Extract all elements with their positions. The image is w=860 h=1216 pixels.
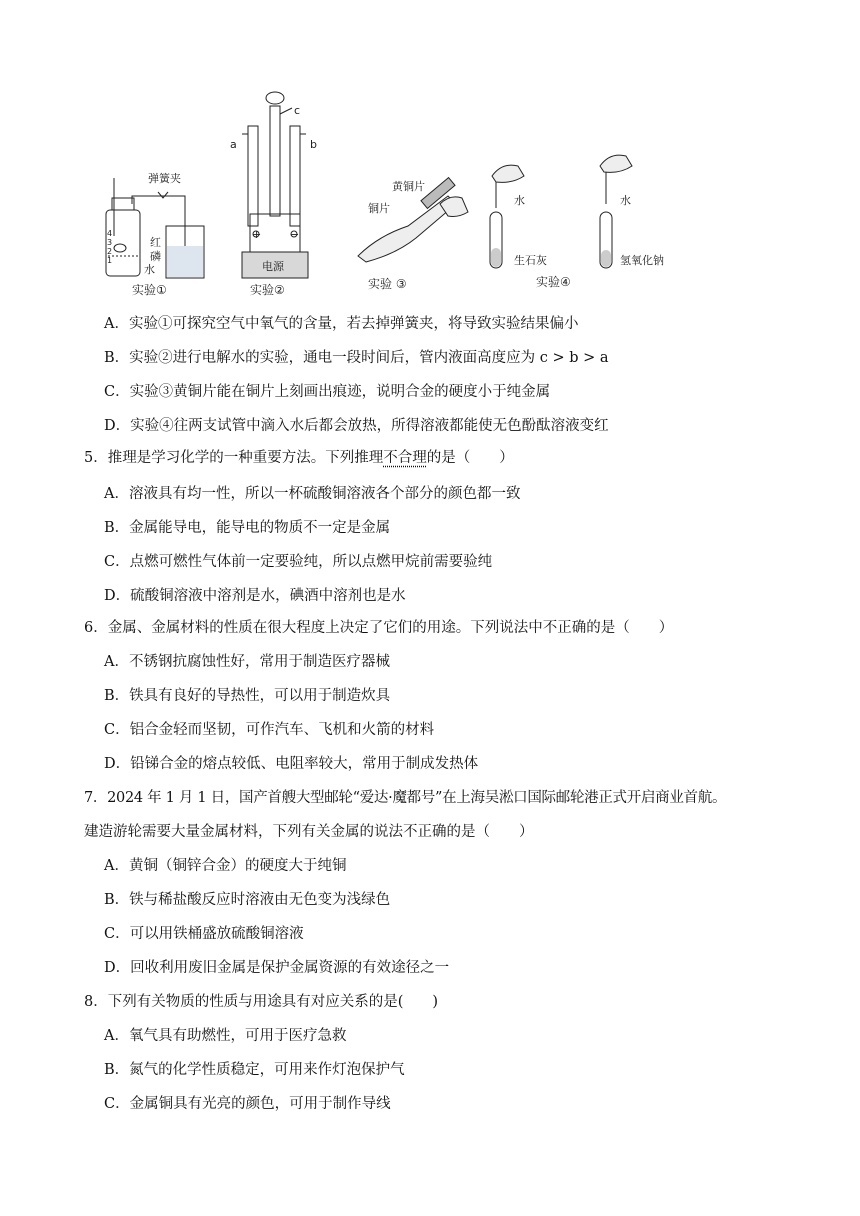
q6-option-c: C．铝合金轻而坚韧，可作汽车、飞机和火箭的材料	[104, 722, 435, 738]
label-water-4a: 水	[514, 194, 525, 207]
label-water-1: 水	[144, 263, 155, 276]
q7-option-b: B．铁与稀盐酸反应时溶液由无色变为浅绿色	[104, 892, 391, 908]
q5-option-d: D．硫酸铜溶液中溶剂是水，碘酒中溶剂也是水	[104, 588, 406, 604]
label-quicklime: 生石灰	[514, 254, 547, 267]
label-plus: +	[252, 228, 262, 241]
scale-4: 4	[107, 229, 113, 238]
q7-option-c: C．可以用铁桶盛放硫酸铜溶液	[104, 926, 304, 942]
label-power-supply: 电源	[262, 260, 284, 273]
q6-option-b: B．铁具有良好的导热性，可以用于制造炊具	[104, 688, 391, 704]
q6-option-a: A．不锈钢抗腐蚀性好，常用于制造医疗器械	[104, 654, 390, 670]
q5-stem-before: 5．推理是学习化学的一种重要方法。下列推理	[84, 450, 384, 466]
label-a: a	[230, 138, 237, 151]
caption-experiment-4: 实验④	[536, 275, 571, 289]
experiment-2-apparatus	[242, 92, 308, 278]
label-b: b	[310, 138, 317, 151]
label-minus: −	[290, 228, 300, 241]
label-phosphorus: 磷	[150, 250, 161, 263]
q4-option-d: D．实验④往两支试管中滴入水后都会放热，所得溶液都能使无色酚酞溶液变红	[104, 418, 609, 434]
q4-option-a: A．实验①可探究空气中氧气的含量，若去掉弹簧夹，将导致实验结果偏小	[104, 316, 579, 332]
label-c: c	[294, 104, 301, 117]
q5-option-b: B．金属能导电，能导电的物质不一定是金属	[104, 520, 391, 536]
label-brass-sheet: 黄铜片	[392, 180, 425, 193]
q7-option-d: D．回收利用废旧金属是保护金属资源的有效途径之一	[104, 960, 450, 976]
q5-option-a: A．溶液具有均一性，所以一杯硫酸铜溶液各个部分的颜色都一致	[104, 486, 521, 502]
label-spring-clip: 弹簧夹	[148, 172, 181, 185]
q7-option-a: A．黄铜（铜锌合金）的硬度大于纯铜	[104, 858, 347, 874]
caption-experiment-1: 实验①	[132, 283, 167, 297]
label-copper-sheet: 铜片	[368, 202, 390, 215]
scale-1: 1	[107, 256, 113, 265]
q8-option-a: A．氧气具有助燃性，可用于医疗急救	[104, 1028, 347, 1044]
scale-3: 3	[107, 238, 113, 247]
experiment-4-apparatus	[490, 155, 632, 268]
caption-experiment-2: 实验②	[250, 283, 285, 297]
experiment-1-apparatus	[106, 178, 204, 278]
q5-option-c: C．点燃可燃性气体前一定要验纯，所以点燃甲烷前需要验纯	[104, 554, 493, 570]
q7-stem-line-1: 7．2024 年 1 月 1 日，国产首艘大型邮轮“爱达·魔都号”在上海吴淞口国际邮轮港正式开启商业首航。	[84, 790, 727, 806]
q8-option-b: B．氮气的化学性质稳定，可用来作灯泡保护气	[104, 1062, 405, 1078]
q8-stem: 8．下列有关物质的性质与用途具有对应关系的是( )	[84, 994, 439, 1010]
q7-stem-line-2: 建造游轮需要大量金属材料，下列有关金属的说法不正确的是（ ）	[84, 824, 534, 840]
label-water-4b: 水	[620, 194, 631, 207]
label-naoh: 氢氧化钠	[620, 254, 664, 267]
q5-stem	[84, 448, 514, 468]
label-red: 红	[150, 236, 161, 249]
q4-option-c: C．实验③黄铜片能在铜片上刻画出痕迹，说明合金的硬度小于纯金属	[104, 384, 551, 400]
q6-stem: 6．金属、金属材料的性质在很大程度上决定了它们的用途。下列说法中不正确的是（ ）	[84, 620, 674, 636]
q8-option-c: C．金属铜具有光亮的颜色，可用于制作导线	[104, 1096, 391, 1112]
caption-experiment-3: 实验 ③	[368, 277, 407, 291]
q4-option-b: B．实验②进行电解水的实验，通电一段时间后，管内液面高度应为 c > b > a	[104, 350, 609, 366]
scale-2: 2	[107, 247, 113, 256]
experiment-figure	[90, 86, 710, 300]
q6-option-d: D．铅锑合金的熔点较低、电阻率较大，常用于制成发热体	[104, 756, 479, 772]
q5-stem-emphasis: 不合理	[383, 450, 427, 466]
q5-stem-after: 的是（ ）	[426, 450, 514, 466]
